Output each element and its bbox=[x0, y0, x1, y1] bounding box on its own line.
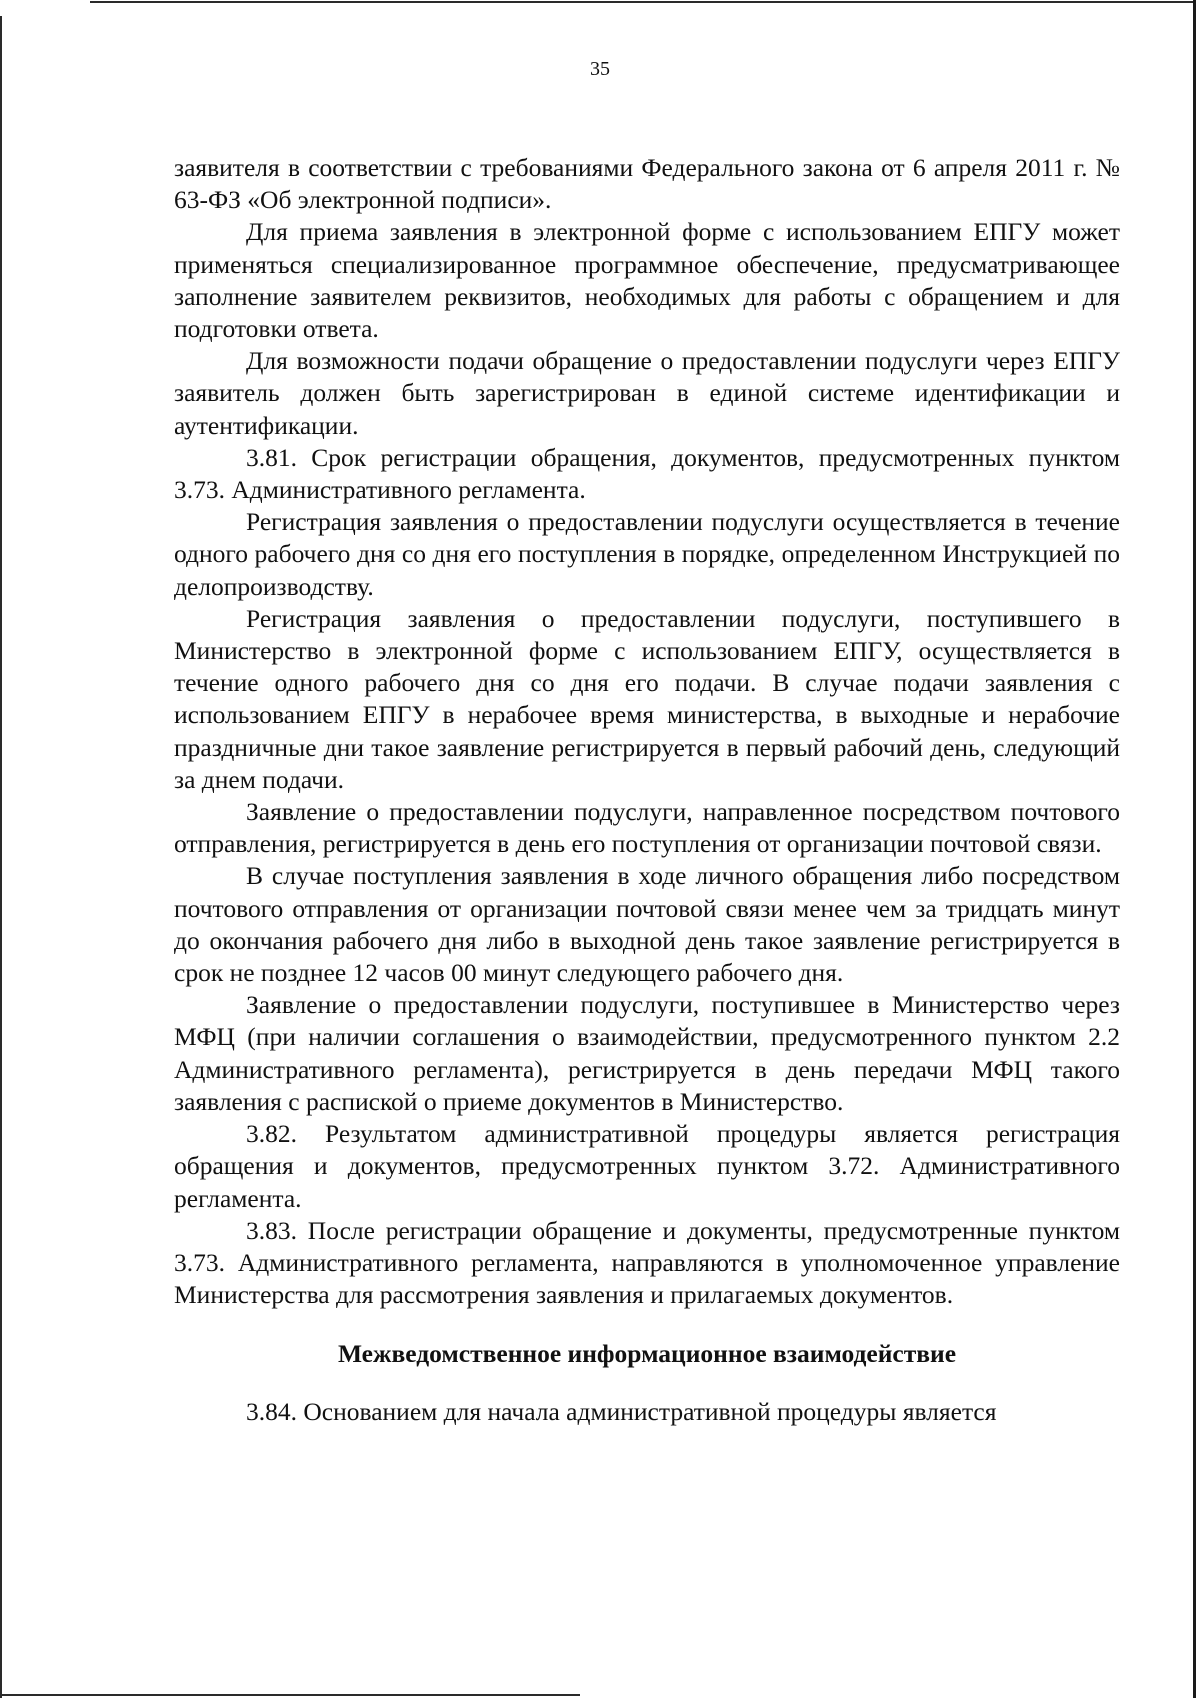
scan-edge-bottom bbox=[0, 1694, 580, 1696]
document-body bbox=[174, 152, 1120, 1428]
paragraph: Для приема заявления в электронной форме с использованием ЕПГУ может применяться специализированное программное обеспечение, предусматривающее заполнение заявителем реквизитов, необходимых для работы с обращением и для подготовки ответа. bbox=[174, 217, 1120, 344]
paragraph: 3.84. Основанием для начала административной процедуры является bbox=[246, 1396, 997, 1426]
paragraph: Регистрация заявления о предоставлении подуслуги осуществляется в течение одного рабочего дня со дня его поступления в порядке, определенном Инструкцией по делопроизводству. bbox=[174, 507, 1120, 601]
scan-edge-right bbox=[1193, 0, 1196, 1698]
paragraph: Заявление о предоставлении подуслуги, поступившее в Министерство через МФЦ (при наличии соглашения о взаимодействии, предусмотренного пунктом 2.2 Административного регламента), регистрируется в день передачи МФЦ такого заявления с распиской о приеме документов в Министерство. bbox=[174, 990, 1120, 1116]
paragraph: 3.83. После регистрации обращение и документы, предусмотренные пунктом 3.73. Административного регламента, направляются в уполномоченное управление Министерства для рассмотрения заявления и прилагаемых документов. bbox=[174, 1215, 1120, 1310]
page-number: 35 bbox=[590, 58, 610, 80]
scan-edge-top bbox=[90, 1, 1196, 3]
paragraph: 3.82. Результатом административной процедуры является регистрация обращения и документов, предусмотренных пунктом 3.72. Административного регламента. bbox=[174, 1119, 1120, 1213]
paragraph: В случае поступления заявления в ходе личного обращения либо посредством почтового отправления от организации почтовой связи менее чем за тридцать минут до окончания рабочего дня либо в выходной день такое заявление регистрируется в срок не позднее 12 часов 00 минут следующего рабочего дня. bbox=[174, 861, 1120, 988]
section-heading: Межведомственное информационное взаимодействие bbox=[337, 1339, 957, 1369]
scan-edge-left bbox=[0, 16, 2, 1698]
paragraph: Регистрация заявления о предоставлении подуслуги, поступившего в Министерство в электронной форме с использованием ЕПГУ, осуществляется в течение одного рабочего дня со дня его подачи. В случае подачи заявления с использованием ЕПГУ в нерабочее время министерства, в выходные и нерабочие праздничные дни такое заявление регистрируется в первый рабочий день, следующий за днем подачи. bbox=[174, 603, 1120, 794]
paragraph: 3.81. Срок регистрации обращения, документов, предусмотренных пунктом 3.73. Административного регламента. bbox=[174, 442, 1120, 505]
paragraph: Для возможности подачи обращение о предоставлении подуслуги через ЕПГУ заявитель должен быть зарегистрирован в единой системе идентификации и аутентификации. bbox=[174, 346, 1120, 440]
paragraph-continuation: заявителя в соответствии с требованиями Федерального закона от 6 апреля 2011 г. № 63-ФЗ «Об электронной подписи». bbox=[174, 153, 1120, 215]
paragraph: Заявление о предоставлении подуслуги, направленное посредством почтового отправления, регистрируется в день его поступления от организации почтовой связи. bbox=[174, 797, 1120, 859]
